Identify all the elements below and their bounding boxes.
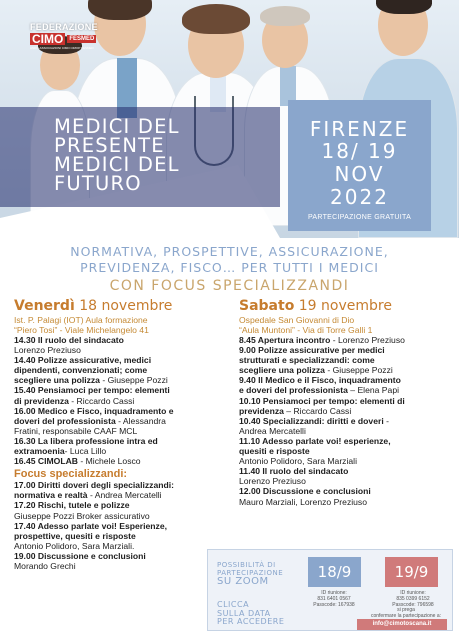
subtitle-line: PREVIDENZA, FISCO… PER TUTTI I MEDICI xyxy=(80,260,379,275)
program-item: 16.45 CIMOLAB - Michele Losco xyxy=(14,456,141,467)
saturday-heading: Sabato 19 novembre xyxy=(239,298,392,314)
program-item: 17.00 Diritti doveri degli specializzandi: xyxy=(14,480,174,491)
confirm-participation-text: si prega confermare la partecipazione a: xyxy=(370,607,442,619)
focus-specializzandi-subheading: Focus specializzandi: xyxy=(14,468,128,481)
event-month: NOV xyxy=(334,162,385,186)
program-item: 16.00 Medico e Fisco, inquadramento e xyxy=(14,405,174,416)
program-item: Giuseppe Pozzi Broker assicurativo xyxy=(14,510,150,521)
friday-program xyxy=(14,298,224,571)
zoom-participation-box xyxy=(207,549,453,631)
free-participation-label: PARTECIPAZIONE GRATUITA xyxy=(307,214,412,221)
program-item: 15.40 Pensiamoci per tempo: elementi xyxy=(14,385,170,396)
logo-subtitle: ANDO-ASSOCIAZIONI CIMO CIMOP FESMED xyxy=(30,46,94,50)
program-item: Andrea Mercatelli xyxy=(239,425,306,436)
program-item: Morando Grechi xyxy=(14,560,76,571)
program-item: 12.00 Discussione e conclusioni xyxy=(239,486,371,497)
program-item: 14.40 Polizze assicurative, medici xyxy=(14,355,152,366)
title-line: MEDICI DEL xyxy=(54,153,180,176)
saturday-program xyxy=(239,298,451,507)
program-item: scegliere una polizza - Giuseppe Pozzi xyxy=(14,375,168,386)
event-title-box xyxy=(0,107,280,207)
zoom-info-text: POSSIBILITÀ DI PARTECIPAZIONE SU ZOOM xyxy=(217,561,284,587)
program-item: 8.45 Apertura incontro - Lorenzo Preziuso xyxy=(239,335,405,345)
program-item: 19.00 Discussione e conclusioni xyxy=(14,550,146,561)
program-item: strutturati e specializzandi: come xyxy=(239,355,375,366)
program-item: 10.10 Pensiamoci per tempo: elementi di xyxy=(239,395,405,406)
zoom-click-instructions: CLICCA SULLA DATA PER ACCEDERE xyxy=(217,600,285,626)
zoom-link-18-button[interactable]: 18/9 xyxy=(308,557,361,587)
event-city: FIRENZE xyxy=(309,117,410,141)
zoom-meeting-id-18: ID riunione: 831 6401 0567 Passcode: 167938 xyxy=(313,590,355,608)
title-line: MEDICI DEL xyxy=(54,115,180,138)
friday-venue-line: “Piero Tosi” - Viale Michelangelo 41 xyxy=(14,325,149,335)
program-item: 11.10 Adesso parlate voi! esperienze, xyxy=(239,435,391,446)
program-item: normativa e realtà - Andrea Mercatelli xyxy=(14,490,162,501)
program-item: di previdenza - Riccardo Cassi xyxy=(14,395,135,406)
focus-specializzandi-heading: CON FOCUS SPECIALIZZANDI xyxy=(109,278,350,294)
friday-venue-line: Ist. P. Palagi (IOT) Aula formazione xyxy=(14,315,148,325)
program-item: Lorenzo Preziuso xyxy=(239,476,306,487)
program-item: 17.20 Rischi, tutele e polizze xyxy=(14,500,130,511)
program-item: dipendenti, convenzionati; come xyxy=(14,365,148,376)
program-item: 17.40 Adesso parlate voi! Esperienze, xyxy=(14,520,168,531)
program-item: 16.30 La libera professione intra ed xyxy=(14,435,158,446)
program-item: Fratini, responsabile CAAF MCL xyxy=(14,425,138,436)
logo-fesmed: FESMED xyxy=(69,36,95,42)
program-item: prospettive, quesiti e risposte xyxy=(14,530,136,541)
program-item: 9.00 Polizze assicurative per medici xyxy=(239,345,385,356)
logo-federazione: FEDERAZIONE xyxy=(30,22,98,32)
saturday-venue-line: Ospedale San Giovanni di Dio xyxy=(239,315,355,325)
event-date-box xyxy=(288,100,431,231)
program-item: Mauro Marziali, Lorenzo Preziuso xyxy=(239,496,368,507)
logo-cimo: CIMO xyxy=(32,32,64,46)
program-item: Lorenzo Preziuso xyxy=(14,345,81,356)
program-item: quesiti e risposte xyxy=(239,446,310,457)
program-item: 10.40 Specializzandi: diritti e doveri - xyxy=(239,415,389,426)
federazione-cimo-logo xyxy=(30,22,116,50)
friday-heading: Venerdì 18 novembre xyxy=(14,298,173,314)
event-year: 2022 xyxy=(330,185,389,209)
program-item: e doveri del professionista – Elena Papi xyxy=(239,385,400,396)
program-item: 14.30 Il ruolo del sindacato xyxy=(14,335,124,345)
saturday-venue-line: “Aula Muntoni” - Via di Torre Galli 1 xyxy=(239,325,373,335)
title-line: FUTURO xyxy=(54,172,142,195)
program-item: extramoenia- Luca Lillo xyxy=(14,446,107,457)
subtitle-line: NORMATIVA, PROSPETTIVE, ASSICURAZIONE, xyxy=(70,244,389,259)
program-item: Antonio Polidoro, Sara Marziali xyxy=(239,456,357,467)
program-item: 9.40 Il Medico e il Fisco, inquadramento xyxy=(239,375,401,386)
program-item: 11.40 Il ruolo del sindacato xyxy=(239,466,349,477)
program-item: doveri del professionista - Alessandra xyxy=(14,415,166,426)
program-item: Antonio Polidoro, Sara Marziali. xyxy=(14,540,135,551)
zoom-link-19-button[interactable]: 19/9 xyxy=(385,557,438,587)
zoom-meeting-id-19: ID riunione: 835 0399 6152 Passcode: 796598 xyxy=(392,590,434,608)
title-line: PRESENTE xyxy=(54,134,165,157)
event-days: 18/ 19 xyxy=(321,139,398,163)
program-item: previdenza – Riccardo Cassi xyxy=(239,405,352,416)
program-item: scegliere una polizza - Giuseppe Pozzi xyxy=(239,365,393,376)
contact-email-link[interactable]: info@cimotoscana.it xyxy=(357,619,447,630)
